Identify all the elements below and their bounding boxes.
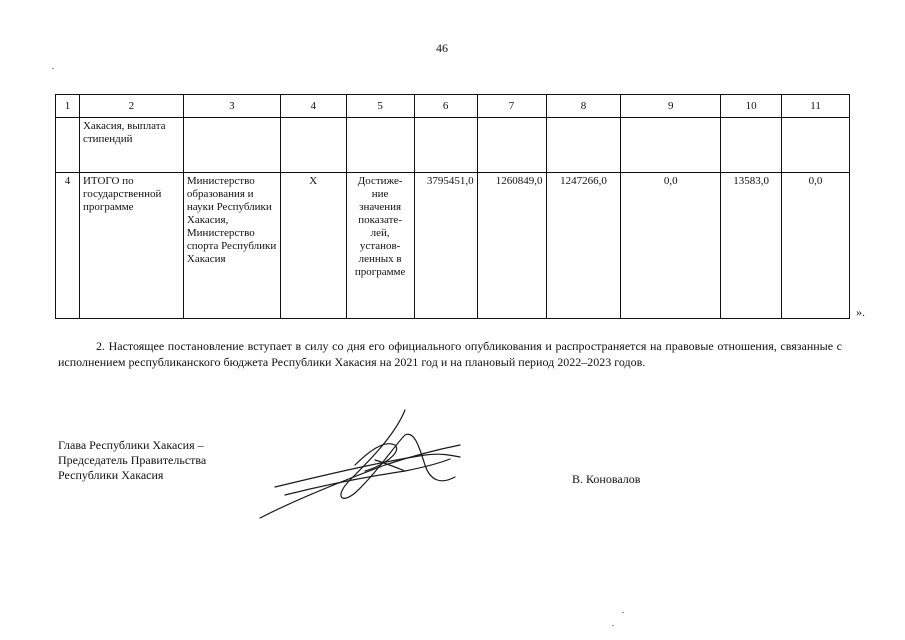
executor-cell: Министерство образования и науки Республики Хакасия, Министерство спорта Республики Хакасия [183,173,280,319]
header-cell: 5 [346,95,414,118]
amount-cell: 0,0 [621,173,721,319]
header-cell: 3 [183,95,280,118]
header-cell: 2 [79,95,183,118]
scan-speck [622,612,624,613]
page-number: 46 [436,41,448,55]
header-cell: 1 [56,95,80,118]
table-row [56,118,850,173]
indicator-cell: Достиже-ние значения показате-лей, установ-ленных в программе [346,173,414,319]
header-cell: 6 [414,95,477,118]
program-name-cell: ИТОГО по государственной программе [79,173,183,319]
body-paragraph: 2. Настоящее постановление вступает в силу со дня его официального опубликования и распространяется на правовые отношения, связанные с исполнением республиканского бюджета Республики Хакасия на 2021 год и на плановый период 2022–2023 годов. [58,339,842,369]
table-cell [280,118,346,173]
row-number-cell: 4 [56,173,80,319]
header-cell: 4 [280,95,346,118]
signer-title-block [58,438,206,483]
table-header-row [56,95,850,118]
budget-table [55,94,850,319]
table-cell: Хакасия, выплата стипендий [79,118,183,173]
table-cell [782,118,850,173]
header-cell: 8 [546,95,621,118]
header-cell: 11 [782,95,850,118]
amount-cell: 0,0 [782,173,850,319]
signer-title-line: Председатель Правительства [58,453,207,467]
scan-speck [612,625,614,626]
header-cell: 7 [477,95,546,118]
table-cell [546,118,621,173]
amount-cell: 1260849,0 [477,173,546,319]
closing-quote: ». [856,305,865,319]
handwritten-signature [255,405,465,525]
table-cell [721,118,782,173]
table-cell: X [280,173,346,319]
amount-cell: 13583,0 [721,173,782,319]
amount-cell: 3795451,0 [414,173,477,319]
table-cell [346,118,414,173]
header-cell: 9 [621,95,721,118]
table-cell [183,118,280,173]
table-cell [414,118,477,173]
table-row-total [56,173,850,319]
scan-speck [52,68,54,69]
table-cell [477,118,546,173]
header-cell: 10 [721,95,782,118]
signer-title-line: Глава Республики Хакасия – [58,438,204,452]
signer-name: В. Коновалов [572,472,641,486]
table-cell [621,118,721,173]
signer-title-line: Республики Хакасия [58,468,164,482]
table-cell [56,118,80,173]
amount-cell: 1247266,0 [546,173,621,319]
